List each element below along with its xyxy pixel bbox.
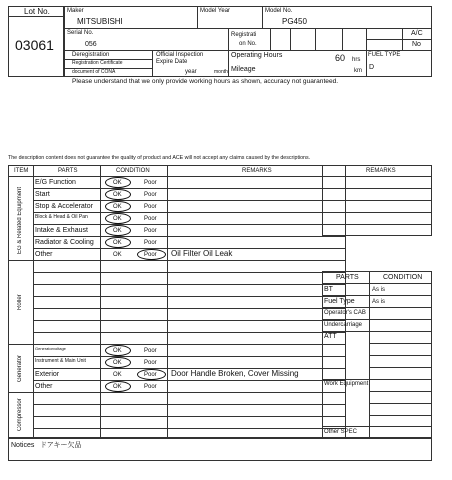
condition-ok: OK bbox=[113, 216, 122, 222]
col-parts: PARTS bbox=[58, 168, 78, 174]
condition-ok: OK bbox=[113, 192, 122, 198]
selected-ok-mark bbox=[105, 177, 131, 188]
model-no-value: PG450 bbox=[282, 17, 307, 26]
gen-remark: Door Handle Broken, Cover Missing bbox=[171, 369, 299, 378]
maker-value: MITSUBISHI bbox=[77, 17, 123, 26]
gen-part: Instrument & Main Unit bbox=[35, 358, 86, 364]
accuracy-notice: Please understand that we only provide working hours as shown, accuracy not guaranteed. bbox=[72, 78, 339, 85]
lot-no-label: Lot No. bbox=[24, 7, 50, 16]
selected-ok-mark bbox=[105, 357, 131, 368]
hrs-unit: hrs bbox=[352, 57, 361, 63]
eg-part: Start bbox=[35, 191, 50, 198]
inspection-label-2: Expire Date bbox=[156, 59, 188, 65]
spec-condition: As is bbox=[372, 287, 386, 293]
selected-poor-mark bbox=[137, 249, 166, 260]
fuel-type-label: FUEL TYPE bbox=[368, 52, 401, 58]
year-label: year bbox=[185, 69, 197, 75]
condition-poor: Poor bbox=[144, 360, 157, 366]
selected-ok-mark bbox=[105, 345, 131, 356]
condition-ok: OK bbox=[113, 360, 122, 366]
eg-part: E/G Function bbox=[35, 179, 76, 186]
gen-part: Other bbox=[35, 383, 53, 390]
condition-poor: Poor bbox=[144, 348, 157, 354]
condition-ok: OK bbox=[113, 348, 122, 354]
eg-part: Stop & Accelerator bbox=[35, 203, 93, 210]
gen-part: Exterior bbox=[35, 371, 60, 378]
deregistration-label: Deregistration bbox=[72, 52, 110, 58]
section-generator: Generator bbox=[17, 354, 23, 382]
operating-hours-value: 60 bbox=[335, 53, 346, 63]
section-roller: Roller bbox=[17, 294, 23, 310]
eg-part: Intake & Exhaust bbox=[35, 227, 88, 234]
eg-part: Block & Head & Oil Pan bbox=[35, 214, 88, 220]
spec-part: ATT bbox=[324, 333, 337, 340]
condition-poor: Poor bbox=[144, 216, 157, 222]
model-year-label: Model Year bbox=[200, 8, 231, 14]
month-label: month bbox=[214, 69, 228, 75]
registration-no-label-2: on No. bbox=[239, 41, 257, 47]
selected-ok-mark bbox=[105, 189, 131, 200]
condition-ok: OK bbox=[113, 372, 122, 378]
selected-ok-mark bbox=[105, 237, 131, 248]
serial-no-value: 056 bbox=[85, 41, 97, 48]
condition-poor: Poor bbox=[144, 240, 157, 246]
eg-part: Other bbox=[35, 251, 53, 258]
km-unit: km bbox=[354, 68, 362, 74]
condition-ok: OK bbox=[113, 204, 122, 210]
condition-ok: OK bbox=[113, 228, 122, 234]
condition-ok: OK bbox=[113, 384, 122, 390]
disclaimer: The description content does not guarantee the quality of product and ACE will not accept any claims caused by the descriptions. bbox=[8, 155, 311, 161]
eg-part: Radiator & Cooling bbox=[35, 239, 94, 246]
notices-text: ドアキー欠品 bbox=[40, 442, 82, 449]
mileage-label: Mileage bbox=[231, 66, 256, 73]
maker-label: Maker bbox=[67, 8, 84, 14]
gen-part: Generatorvoltage bbox=[35, 346, 66, 351]
condition-poor: Poor bbox=[144, 384, 157, 390]
condition-ok: OK bbox=[113, 240, 122, 246]
spec-part: Work Equipment bbox=[324, 381, 369, 387]
condition-poor: Poor bbox=[144, 180, 157, 186]
condition-poor: Poor bbox=[144, 372, 157, 378]
ac-value: No bbox=[412, 41, 421, 48]
registration-no-label-1: Registrati bbox=[231, 32, 257, 38]
parts-header: PARTS bbox=[336, 274, 359, 281]
serial-no-label: Serial No. bbox=[67, 30, 94, 36]
document-label: document of CONA bbox=[72, 69, 116, 75]
condition-header: CONDITION bbox=[383, 274, 423, 281]
selected-poor-mark bbox=[137, 369, 166, 380]
section-compressor: Compressor bbox=[17, 398, 23, 432]
section-eg: EG & Related Equipment bbox=[17, 186, 23, 254]
spec-part: Fuel Type bbox=[324, 298, 355, 305]
ac-label: A/C bbox=[411, 30, 423, 37]
inspection-label-1: Official Inspection bbox=[156, 52, 204, 58]
operating-hours-label: Operating Hours bbox=[231, 52, 283, 59]
notices-label: Notices bbox=[11, 442, 35, 449]
condition-ok: OK bbox=[113, 180, 122, 186]
condition-poor: Poor bbox=[144, 204, 157, 210]
registration-certificate-label: Registration Certificate bbox=[72, 60, 123, 66]
model-no-label: Model No. bbox=[265, 8, 293, 14]
eg-remark: Oil Filter Oil Leak bbox=[171, 249, 233, 258]
spec-part: Other SPEC bbox=[324, 429, 358, 435]
selected-ok-mark bbox=[105, 381, 131, 392]
fuel-type-value: D bbox=[369, 64, 375, 71]
condition-ok: OK bbox=[113, 252, 122, 258]
condition-poor: Poor bbox=[144, 192, 157, 198]
col-remarks: REMARKS bbox=[242, 168, 272, 174]
col-condition: CONDITION bbox=[116, 168, 150, 174]
condition-poor: Poor bbox=[144, 252, 157, 258]
lot-no-value: 03061 bbox=[15, 37, 54, 53]
spec-condition: As is bbox=[372, 299, 386, 305]
spec-part: Operator's CAB bbox=[324, 310, 366, 316]
remarks-right-header: REMARKS bbox=[366, 168, 396, 174]
selected-ok-mark bbox=[105, 213, 131, 224]
selected-ok-mark bbox=[105, 225, 131, 236]
spec-part: Undercarriage bbox=[324, 322, 363, 328]
spec-part: BT bbox=[324, 286, 333, 293]
col-item: ITEM bbox=[14, 168, 29, 174]
condition-poor: Poor bbox=[144, 228, 157, 234]
selected-ok-mark bbox=[105, 201, 131, 212]
